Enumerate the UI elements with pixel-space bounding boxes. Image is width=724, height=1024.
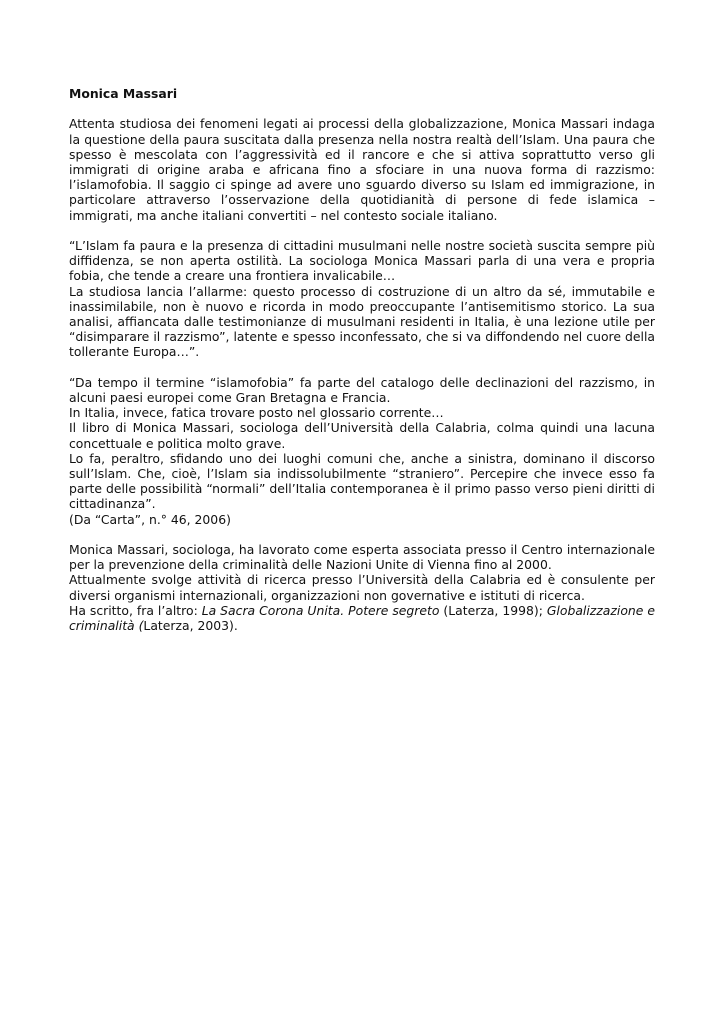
spacer [69, 223, 655, 238]
spacer [69, 360, 655, 375]
book2-publisher: Laterza, 2003). [143, 618, 238, 634]
quote1-paragraph-1: “L’Islam fa paura e la presenza di cittadini musulmani nelle nostre società suscita sempre più diffidenza, se non aperta ostilità. La sociologa Monica Massari parla di una vera e propria fobia, che tende a creare una frontiera invalicabile… [69, 238, 655, 284]
quote2-paragraph-4: Lo fa, peraltro, sfidando uno dei luoghi comuni che, anche a sinistra, dominano il discorso sull’Islam. Che, cioè, l’Islam sia indissolubilmente “straniero”. Percepire che invece esso fa parte delle possibilità “normali” dell’Italia contemporanea è il primo passo verso pieni diritti di cittadinanza”. [69, 450, 655, 512]
spacer [69, 527, 655, 542]
document-page [69, 86, 655, 633]
quote2-source: (Da “Carta”, n.° 46, 2006) [69, 511, 231, 527]
intro-paragraph: Attenta studiosa dei fenomeni legati ai processi della globalizzazione, Monica Massari indaga la questione della paura suscitata dalla presenza nella nostra realtà dell’Islam. Una paura che spesso è mescolata con l’aggressività ed il rancore e che si attiva soprattutto verso gli immigrati di origine araba e africana fino a sfociare in una nuova forma di razzismo: l’islamofobia. Il saggio ci spinge ad avere uno sguardo diverso su Islam ed immigrazione, in particolare attraverso l’osservazione della quotidianità di persone di fede islamica – immigrati, ma anche italiani convertiti – nel contesto sociale italiano. [69, 116, 655, 223]
bio-paragraph-3 [69, 603, 655, 633]
book1-publisher: (Laterza, 1998); [439, 602, 547, 618]
quote1-paragraph-2: La studiosa lancia l’allarme: questo processo di costruzione di un altro da sé, immutabile e inassimilabile, non è nuovo e ricorda in modo preoccupante l’antisemitismo storico. La sua analisi, affiancata dalle testimonianze di musulmani residenti in Italia, è una lezione utile per “disimparare il razzismo”, latente e spesso inconfessato, che si va diffondendo nel cuore della tollerante Europa…”. [69, 283, 655, 360]
quote2-paragraph-2: In Italia, invece, fatica trovare posto nel glossario corrente… [69, 405, 444, 421]
bio-prefix: Ha scritto, fra l’altro: [69, 602, 202, 618]
book1-title: La Sacra Corona Unita. Potere segreto [201, 602, 440, 618]
quote2-paragraph-1: “Da tempo il termine “islamofobia” fa parte del catalogo delle declinazioni del razzismo, in alcuni paesi europei come Gran Bretagna e Francia. [69, 374, 655, 406]
bio-paragraph-2: Attualmente svolge attività di ricerca presso l’Università della Calabria ed è consulente per diversi organismi internazionali, organizzazioni non governative e istituti di ricerca. [69, 572, 655, 603]
spacer [69, 101, 655, 116]
document-title: Monica Massari [69, 86, 178, 101]
quote2-paragraph-3: Il libro di Monica Massari, sociologa dell’Università della Calabria, colma quindi una lacuna concettuale e politica molto grave. [69, 420, 655, 451]
book2-title: Globalizzazione e criminalità ( [69, 602, 655, 634]
bio-paragraph-1: Monica Massari, sociologa, ha lavorato come esperta associata presso il Centro internazionale per la prevenzione della criminalità delle Nazioni Unite di Vienna fino al 2000. [69, 542, 655, 573]
